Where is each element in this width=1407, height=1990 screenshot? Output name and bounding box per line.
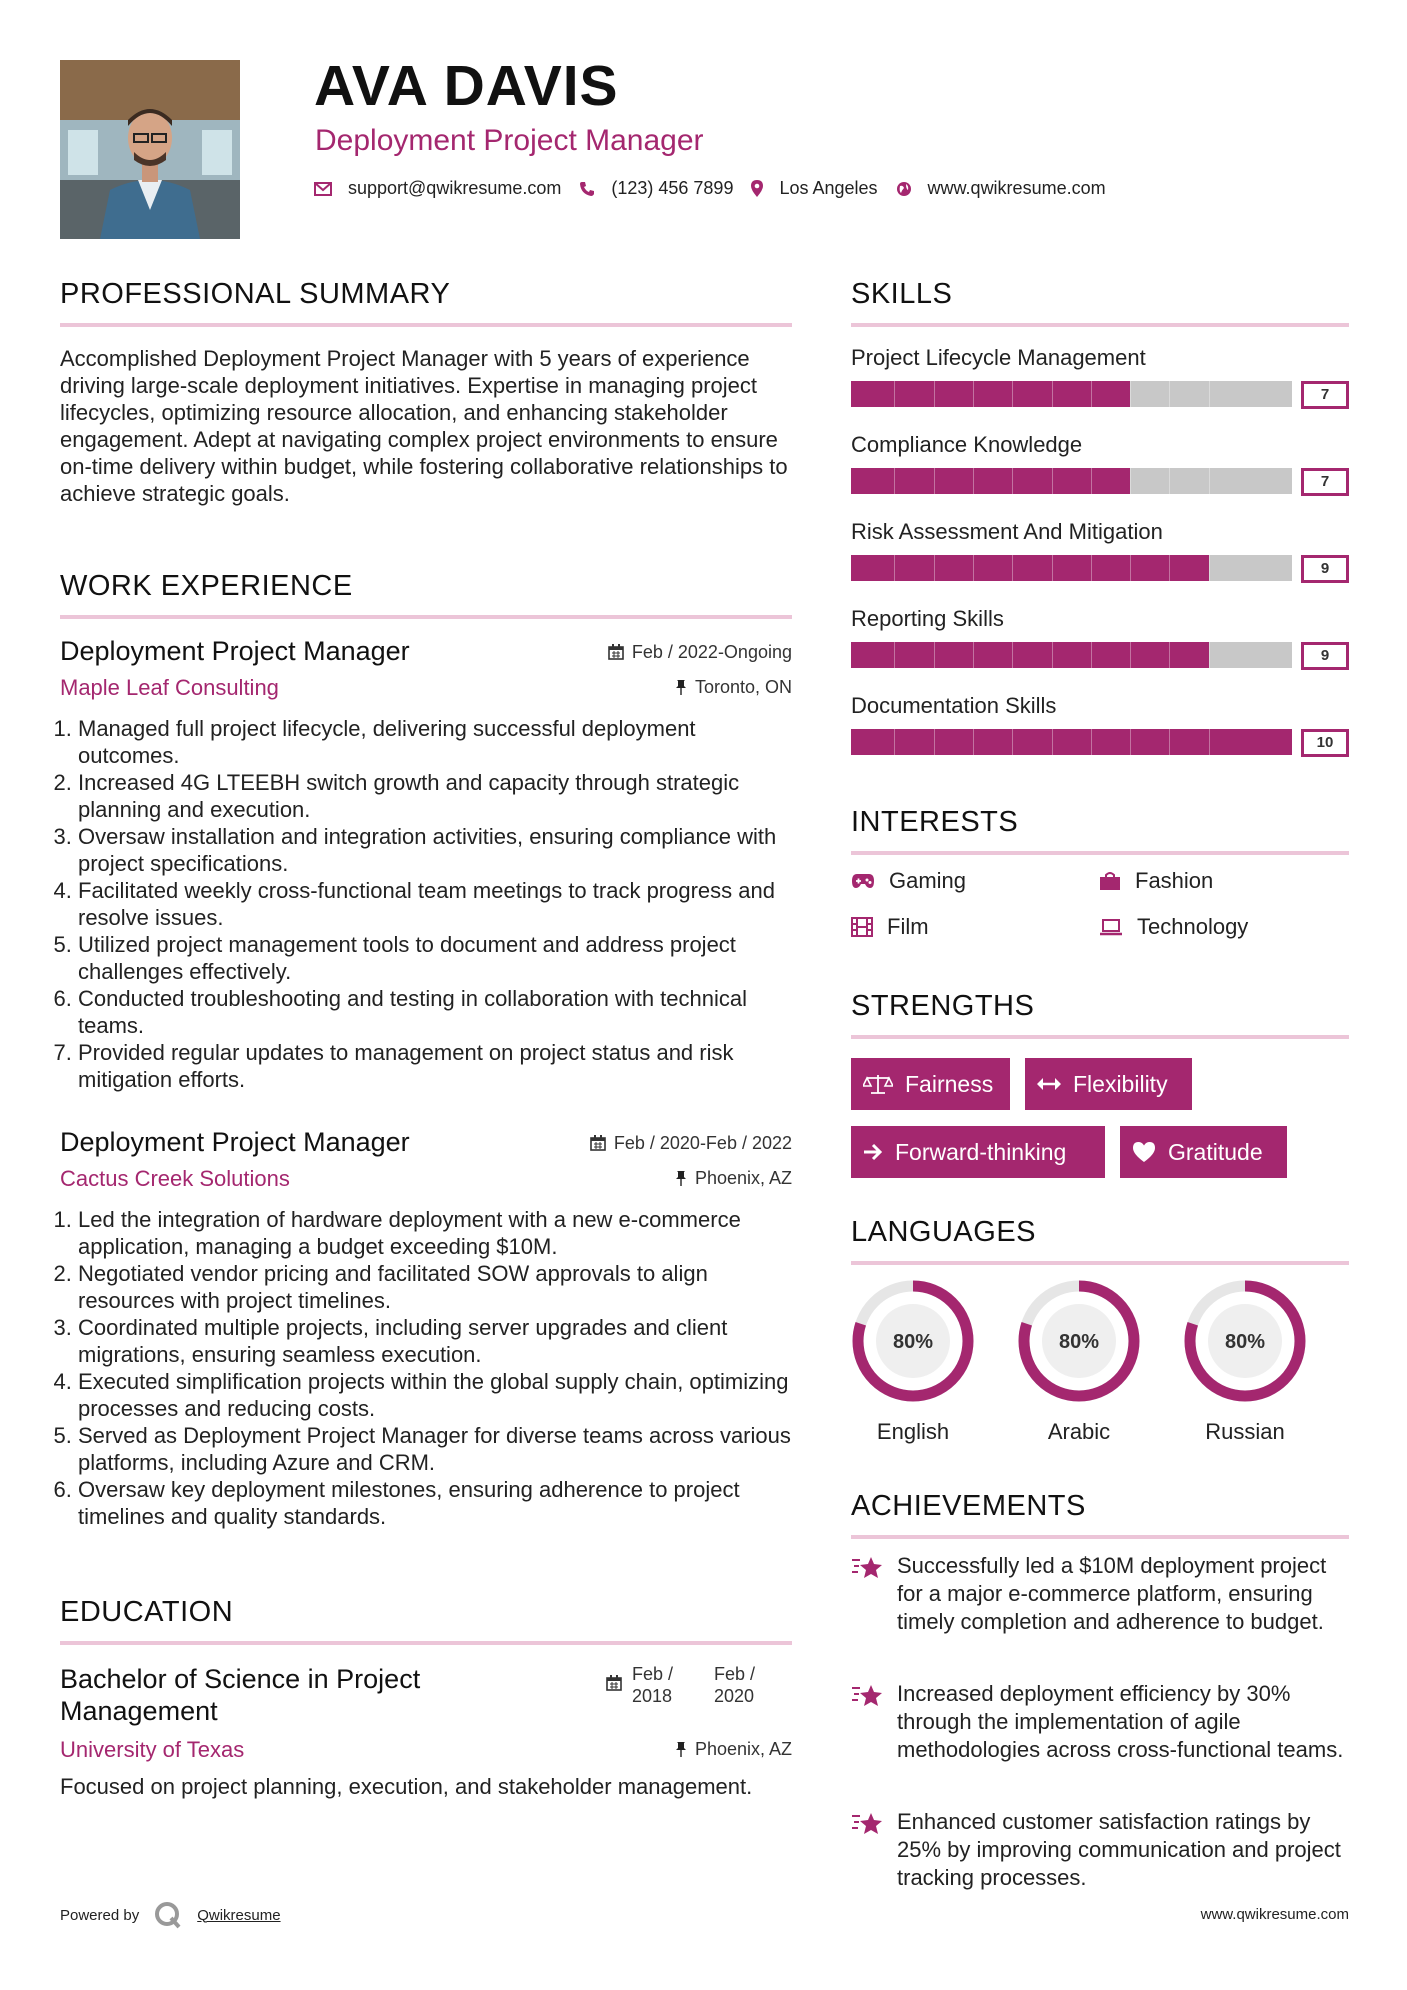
language-name: English bbox=[876, 1419, 950, 1444]
interest-technology: Technology bbox=[1099, 914, 1248, 940]
achievement-item: Successfully led a $10M deployment project for a major e-commerce platform, ensuring timely completion and adherence to budget. bbox=[851, 1552, 1347, 1636]
laptop-icon bbox=[1099, 918, 1123, 936]
skill-segment bbox=[1012, 555, 1013, 581]
gamepad-icon bbox=[851, 873, 875, 889]
job-entry bbox=[60, 636, 792, 1093]
skill-segment bbox=[1130, 381, 1131, 407]
section-rule bbox=[60, 323, 792, 327]
skill-bar bbox=[851, 468, 1349, 494]
qwikresume-logo-icon bbox=[153, 1900, 183, 1930]
date-start: Feb / 2018 bbox=[632, 1664, 674, 1706]
skill-segment bbox=[934, 555, 935, 581]
skill-segment bbox=[973, 381, 974, 407]
contact-website[interactable] bbox=[896, 178, 1106, 199]
skill-bar bbox=[851, 381, 1349, 407]
section-heading: EDUCATION bbox=[60, 1596, 234, 1628]
skill-segment bbox=[973, 468, 974, 494]
language-percent: 80% bbox=[1058, 1331, 1100, 1353]
section-rule bbox=[851, 851, 1349, 855]
skill-segment bbox=[1169, 729, 1170, 755]
duty-list bbox=[60, 715, 792, 1093]
list-item: 1. Managed full project lifecycle, delivering successful deployment outcomes. bbox=[78, 715, 792, 769]
language-item bbox=[1183, 1280, 1307, 1445]
section-heading: WORK EXPERIENCE bbox=[60, 570, 353, 602]
skill-segment bbox=[1169, 555, 1170, 581]
section-heading: INTERESTS bbox=[851, 806, 1019, 838]
interest-film: Film bbox=[851, 914, 929, 940]
skill-segment bbox=[973, 642, 974, 668]
pushpin-icon bbox=[675, 1741, 687, 1757]
skill-segment bbox=[1012, 729, 1013, 755]
date-end: Feb / 2020 bbox=[714, 1664, 756, 1706]
section-rule bbox=[851, 1535, 1349, 1539]
skill-score: 10 bbox=[1301, 729, 1349, 757]
list-item: 6. Oversaw key deployment milestones, ensuring adherence to project timelines and quality standards. bbox=[78, 1476, 792, 1530]
skill-segment bbox=[1091, 555, 1092, 581]
section-rule bbox=[60, 1641, 792, 1645]
education-section bbox=[60, 1598, 792, 1800]
skill-score: 7 bbox=[1301, 468, 1349, 496]
job-entry bbox=[60, 1127, 792, 1530]
section-heading: PROFESSIONAL SUMMARY bbox=[60, 278, 451, 310]
section-rule bbox=[60, 615, 792, 619]
skill-name: Project Lifecycle Management bbox=[851, 345, 1146, 370]
skill-segment bbox=[894, 468, 895, 494]
strength-chip: Forward-thinking bbox=[851, 1126, 1105, 1178]
list-item: 7. Provided regular updates to management on project status and risk mitigation efforts. bbox=[78, 1039, 792, 1093]
skill-bar bbox=[851, 642, 1349, 668]
skill-segment bbox=[1091, 642, 1092, 668]
language-ring bbox=[852, 1280, 974, 1402]
list-item: 3. Oversaw installation and integration activities, ensuring compliance with project specifications. bbox=[78, 823, 792, 877]
skill-segment bbox=[934, 468, 935, 494]
skill-item bbox=[851, 521, 1349, 581]
skills-list bbox=[851, 347, 1349, 755]
skill-segment bbox=[1052, 642, 1053, 668]
company-name: Maple Leaf Consulting bbox=[60, 675, 279, 700]
arrow-right-icon bbox=[863, 1143, 883, 1161]
list-item: 5. Served as Deployment Project Manager for diverse teams across various platforms, including Azure and CRM. bbox=[78, 1422, 792, 1476]
pushpin-icon bbox=[675, 679, 687, 695]
footer-branding bbox=[60, 1900, 281, 1930]
skill-segment bbox=[1052, 555, 1053, 581]
phone-text: (123) 456 7899 bbox=[611, 178, 734, 198]
skill-fill bbox=[851, 555, 1209, 581]
envelope-icon bbox=[314, 182, 332, 196]
skill-score: 7 bbox=[1301, 381, 1349, 409]
interests-section bbox=[851, 808, 1349, 948]
skill-segment bbox=[894, 642, 895, 668]
job-location: Phoenix, AZ bbox=[675, 1168, 792, 1189]
shooting-star-icon bbox=[851, 1810, 885, 1838]
skill-name: Compliance Knowledge bbox=[851, 432, 1083, 457]
calendar-icon bbox=[608, 644, 624, 660]
phone-icon bbox=[579, 181, 595, 197]
job-dates: Feb / 2022-Ongoing bbox=[608, 642, 792, 663]
skill-bar bbox=[851, 729, 1349, 755]
skills-section bbox=[851, 280, 1349, 755]
skill-segment bbox=[934, 381, 935, 407]
list-item: 6. Conducted troubleshooting and testing in collaboration with technical teams. bbox=[78, 985, 792, 1039]
strength-chip: Flexibility bbox=[1025, 1058, 1192, 1110]
list-item: 3. Coordinated multiple projects, including server upgrades and client migrations, ensuring seamless execution. bbox=[78, 1314, 792, 1368]
scale-icon bbox=[863, 1073, 893, 1095]
skill-name: Risk Assessment And Mitigation bbox=[851, 519, 1163, 544]
skill-segment bbox=[1052, 729, 1053, 755]
section-rule bbox=[851, 1261, 1349, 1265]
skill-segment bbox=[1209, 555, 1210, 581]
brand-link[interactable]: Qwikresume bbox=[197, 1906, 281, 1924]
skill-item bbox=[851, 434, 1349, 494]
skill-item bbox=[851, 608, 1349, 668]
job-dates: Feb / 2020-Feb / 2022 bbox=[590, 1133, 792, 1154]
achievement-item: Increased deployment efficiency by 30% through the implementation of agile methodologies across cross-functional teams. bbox=[851, 1680, 1347, 1764]
section-rule bbox=[851, 1035, 1349, 1039]
skill-segment bbox=[1209, 729, 1210, 755]
list-item: 4. Executed simplification projects within the global supply chain, optimizing processes and reducing costs. bbox=[78, 1368, 792, 1422]
section-heading: ACHIEVEMENTS bbox=[851, 1490, 1086, 1522]
contact-location bbox=[751, 178, 877, 199]
strength-chip: Gratitude bbox=[1120, 1126, 1287, 1178]
calendar-icon bbox=[590, 1135, 606, 1151]
shooting-star-icon bbox=[851, 1682, 885, 1710]
job-title: Deployment Project Manager bbox=[60, 1127, 410, 1157]
powered-by-text: Powered by bbox=[60, 1906, 140, 1924]
skill-segment bbox=[973, 555, 974, 581]
summary-section bbox=[60, 280, 792, 507]
skill-fill bbox=[851, 642, 1209, 668]
candidate-name: AVA DAVIS bbox=[314, 54, 619, 118]
list-item: 2. Negotiated vendor pricing and facilitated SOW approvals to align resources with project timelines. bbox=[78, 1260, 792, 1314]
skill-segment bbox=[1012, 642, 1013, 668]
shopping-bag-icon bbox=[1099, 871, 1121, 891]
list-item: 4. Facilitated weekly cross-functional team meetings to track progress and resolve issues. bbox=[78, 877, 792, 931]
calendar-icon bbox=[606, 1675, 622, 1691]
shooting-star-icon bbox=[851, 1554, 885, 1582]
duty-list bbox=[60, 1206, 792, 1530]
degree-title: Bachelor of Science in Project Management bbox=[60, 1664, 421, 1726]
footer-url[interactable]: www.qwikresume.com bbox=[1200, 1906, 1349, 1923]
list-item: 1. Led the integration of hardware deployment with a new e-commerce application, managing a budget exceeding $10M. bbox=[78, 1206, 792, 1260]
heart-icon bbox=[1132, 1141, 1156, 1163]
language-percent: 80% bbox=[1224, 1331, 1266, 1353]
skill-segment bbox=[1130, 555, 1131, 581]
skill-segment bbox=[1012, 381, 1013, 407]
job-title: Deployment Project Manager bbox=[60, 636, 410, 666]
skill-segment bbox=[973, 729, 974, 755]
section-rule bbox=[851, 323, 1349, 327]
skill-segment bbox=[894, 729, 895, 755]
summary-text: Accomplished Deployment Project Manager with 5 years of experience driving large-scale deployment initiatives. Expertise in managing project lifecycles, optimizing resource allocation, and enhancing stakeholder engagement. Adept at navigating complex project environments to ensure on-time delivery within budget, while fostering collaborative relationships to achieve strategic goals. bbox=[60, 346, 788, 506]
interest-gaming: Gaming bbox=[851, 868, 966, 894]
skill-segment bbox=[934, 729, 935, 755]
strengths-section bbox=[851, 992, 1349, 1182]
language-ring bbox=[1184, 1280, 1306, 1402]
skill-score: 9 bbox=[1301, 642, 1349, 670]
achievements-section bbox=[851, 1492, 1349, 1892]
skill-fill bbox=[851, 468, 1130, 494]
school-location: Phoenix, AZ bbox=[675, 1739, 792, 1760]
skill-score: 9 bbox=[1301, 555, 1349, 583]
skill-segment bbox=[1052, 468, 1053, 494]
skill-segment bbox=[1130, 729, 1131, 755]
section-heading: SKILLS bbox=[851, 278, 953, 310]
pushpin-icon bbox=[675, 1170, 687, 1186]
achievement-item: Enhanced customer satisfaction ratings by 25% by improving communication and project tracking processes. bbox=[851, 1808, 1347, 1892]
language-item bbox=[1017, 1280, 1141, 1445]
skill-fill bbox=[851, 381, 1130, 407]
location-text: Los Angeles bbox=[779, 178, 878, 198]
strength-chip: Fairness bbox=[851, 1058, 1010, 1110]
skill-bar bbox=[851, 555, 1349, 581]
language-name: Arabic bbox=[1047, 1419, 1111, 1444]
contact-email[interactable] bbox=[314, 178, 561, 199]
list-item: 5. Utilized project management tools to document and address project challenges effectively. bbox=[78, 931, 792, 985]
skill-segment bbox=[1209, 468, 1210, 494]
skill-segment bbox=[934, 642, 935, 668]
skill-segment bbox=[1169, 642, 1170, 668]
skill-segment bbox=[1130, 468, 1131, 494]
skill-segment bbox=[894, 555, 895, 581]
education-dates bbox=[606, 1663, 762, 1707]
website-text: www.qwikresume.com bbox=[927, 178, 1106, 198]
languages-section bbox=[851, 1218, 1349, 1458]
email-text: support@qwikresume.com bbox=[348, 178, 562, 198]
school-name: University of Texas bbox=[60, 1737, 245, 1762]
section-heading: LANGUAGES bbox=[851, 1216, 1036, 1248]
skill-segment bbox=[1091, 468, 1092, 494]
section-heading: STRENGTHS bbox=[851, 990, 1035, 1022]
profile-photo bbox=[60, 60, 240, 239]
candidate-title: Deployment Project Manager bbox=[315, 124, 704, 157]
map-pin-icon bbox=[751, 180, 763, 197]
skill-segment bbox=[1209, 642, 1210, 668]
skill-segment bbox=[1052, 381, 1053, 407]
skill-segment bbox=[1091, 381, 1092, 407]
skill-segment bbox=[1169, 381, 1170, 407]
skill-segment bbox=[1130, 642, 1131, 668]
contact-bar bbox=[314, 178, 1124, 199]
interest-fashion: Fashion bbox=[1099, 868, 1213, 894]
skill-item bbox=[851, 347, 1349, 407]
contact-phone[interactable] bbox=[579, 178, 733, 199]
skill-segment bbox=[1091, 729, 1092, 755]
job-location: Toronto, ON bbox=[675, 677, 792, 698]
language-ring bbox=[1018, 1280, 1140, 1402]
experience-section bbox=[60, 572, 792, 1530]
skill-name: Reporting Skills bbox=[851, 606, 1004, 631]
list-item: 2. Increased 4G LTEEBH switch growth and capacity through strategic planning and execution. bbox=[78, 769, 792, 823]
company-name: Cactus Creek Solutions bbox=[60, 1166, 290, 1191]
globe-icon bbox=[896, 181, 912, 197]
skill-segment bbox=[894, 381, 895, 407]
arrows-horizontal-icon bbox=[1037, 1077, 1061, 1091]
skill-item bbox=[851, 695, 1349, 755]
skill-segment bbox=[1209, 381, 1210, 407]
language-percent: 80% bbox=[892, 1331, 934, 1353]
skill-segment bbox=[1169, 468, 1170, 494]
film-icon bbox=[851, 917, 873, 937]
skill-name: Documentation Skills bbox=[851, 693, 1057, 718]
skill-fill bbox=[851, 729, 1292, 755]
language-item bbox=[851, 1280, 975, 1445]
language-name: Russian bbox=[1205, 1419, 1285, 1444]
skill-segment bbox=[1012, 468, 1013, 494]
education-description: Focused on project planning, execution, and stakeholder management. bbox=[60, 1774, 753, 1799]
